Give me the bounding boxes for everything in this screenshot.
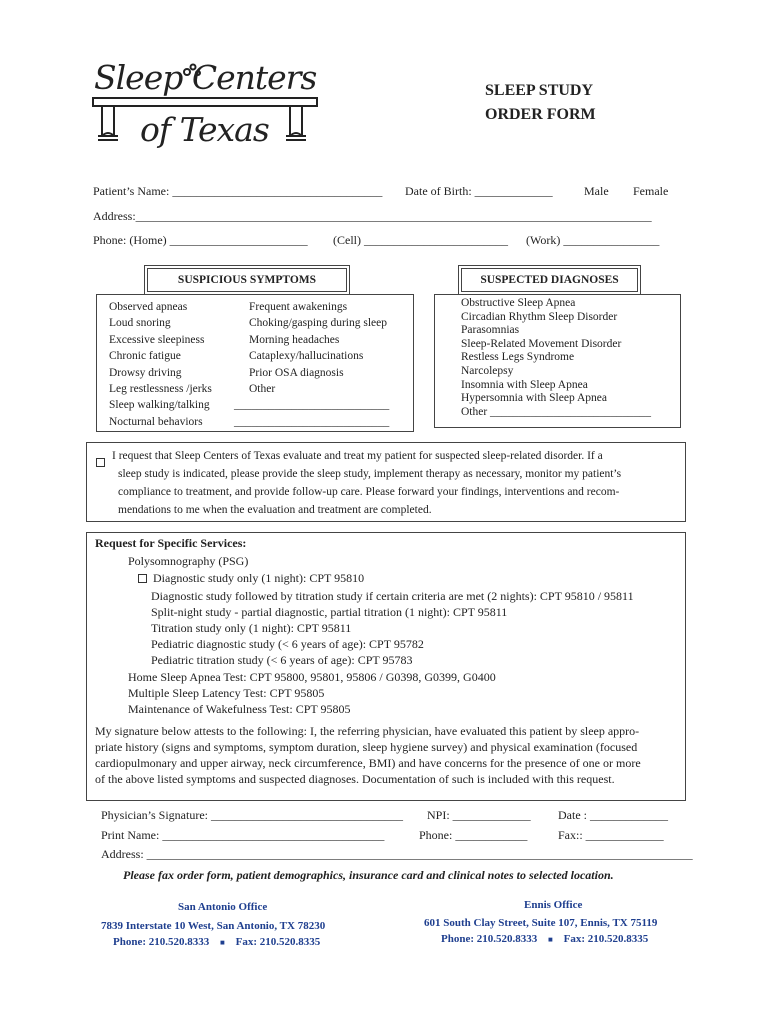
attestation-text <box>95 723 641 787</box>
diagnosis-item[interactable]: Sleep-Related Movement Disorder <box>461 337 622 350</box>
attest-line: of the above listed symptoms and suspected diagnoses. Documentation of such is included with this request. <box>95 772 615 787</box>
psg-label: Polysomnography (PSG) <box>128 554 249 568</box>
symptom-item[interactable]: Morning headaches <box>249 333 340 346</box>
san-antonio-contact <box>113 936 320 948</box>
ennis-phone: Phone: 210.520.8333 <box>441 933 538 945</box>
attest-line: priate history (signs and symptoms, symptom duration, sleep hygiene survey) and physical examination (focused <box>95 740 638 755</box>
symptoms-col1 <box>109 299 212 430</box>
form-title-line2: ORDER FORM <box>485 106 596 123</box>
psg-suboption[interactable]: Titration study only (1 night): CPT 95811 <box>151 621 352 636</box>
symptom-item[interactable]: Cataplexy/hallucinations <box>249 350 364 363</box>
service-option[interactable]: Home Sleep Apnea Test: CPT 95800, 95801, 95806 / G0398, G0399, G0400 <box>128 670 496 684</box>
symptom-item[interactable]: Prior OSA diagnosis <box>249 366 344 379</box>
symptom-item[interactable]: Leg restlessness /jerks <box>109 382 212 395</box>
female-option[interactable]: Female <box>633 184 669 198</box>
ennis-office-name: Ennis Office <box>524 899 583 911</box>
print-name-field[interactable]: Print Name: _____________________________________ <box>101 828 385 842</box>
phone-cell-field[interactable]: (Cell) ________________________ <box>333 233 508 247</box>
psg-suboption[interactable]: Diagnostic study followed by titration study if certain criteria are met (2 nights): CPT 95810 / 95811 <box>151 589 634 603</box>
diagnosis-item[interactable]: Obstructive Sleep Apnea <box>461 297 576 309</box>
npi-field[interactable]: NPI: _____________ <box>427 808 531 822</box>
san-antonio-address: 7839 Interstate 10 West, San Antonio, TX 78230 <box>101 920 326 932</box>
phone-home-field[interactable]: Phone: (Home) _______________________ <box>93 233 308 247</box>
form-title-line1: SLEEP STUDY <box>485 82 594 99</box>
symptom-item[interactable]: Choking/gasping during sleep <box>249 317 387 330</box>
ennis-address: 601 South Clay Street, Suite 107, Ennis, TX 75119 <box>424 917 658 929</box>
symptoms-header: SUSPICIOUS SYMPTOMS <box>147 268 347 292</box>
physician-fax-field[interactable]: Fax:: _____________ <box>558 828 664 842</box>
request-text <box>112 447 622 519</box>
san-antonio-phone: Phone: 210.520.8333 <box>113 936 210 948</box>
request-checkbox[interactable] <box>96 458 105 467</box>
service-option[interactable]: Maintenance of Wakefulness Test: CPT 95805 <box>128 702 351 717</box>
psg-suboptions <box>151 588 634 668</box>
request-line: I request that Sleep Centers of Texas evaluate and treat my patient for suspected sleep-related disorder. If a <box>112 450 603 462</box>
symptom-item[interactable]: Drowsy driving <box>109 366 182 379</box>
dob-field[interactable]: Date of Birth: _____________ <box>405 184 553 198</box>
symptom-item[interactable]: Chronic fatigue <box>109 350 181 363</box>
physician-phone-field[interactable]: Phone: ____________ <box>419 828 528 842</box>
symptom-item[interactable]: Nocturnal behaviors <box>109 415 203 428</box>
symptom-item[interactable]: Other <box>249 382 276 395</box>
fax-note: Please fax order form, patient demographics, insurance card and clinical notes to selected location. <box>123 868 614 882</box>
san-antonio-office-name: San Antonio Office <box>178 901 268 913</box>
symptom-item[interactable]: Excessive sleepiness <box>109 333 205 346</box>
diagnosis-item[interactable]: Insomnia with Sleep Apnea <box>461 378 588 391</box>
services-header: Request for Specific Services: <box>95 536 247 550</box>
service-option[interactable]: Multiple Sleep Latency Test: CPT 95805 <box>128 686 325 701</box>
request-line: mendations to me when the evaluation and treatment are completed. <box>118 504 432 516</box>
symptom-item[interactable]: Sleep walking/talking <box>109 399 210 412</box>
symptoms-col2 <box>234 299 390 430</box>
diagnoses-list <box>461 297 651 419</box>
request-line: compliance to treatment, and provide follow-up care. Please forward your findings, interventions and recom- <box>118 486 620 498</box>
phone-work-field[interactable]: (Work) ________________ <box>526 233 660 247</box>
diagnosis-item[interactable]: Other ____________________________ <box>461 405 652 418</box>
symptom-other-line[interactable]: ___________________________ <box>234 399 390 412</box>
diagnostic-checkbox[interactable] <box>138 574 147 583</box>
physician-signature-field[interactable]: Physician’s Signature: ________________________________ <box>101 808 403 822</box>
diagnosis-item[interactable]: Circadian Rhythm Sleep Disorder <box>461 310 618 323</box>
bullet-icon: ■ <box>548 934 553 944</box>
request-line: sleep study is indicated, please provide the sleep study, implement therapy as necessary, monitor my patient’s <box>118 468 622 480</box>
date-field[interactable]: Date : _____________ <box>558 808 668 822</box>
symptom-item[interactable]: Loud snoring <box>109 317 171 330</box>
ennis-fax: Fax: 210.520.8335 <box>563 933 649 945</box>
patient-name-field[interactable]: Patient’s Name: ___________________________________ <box>93 184 383 198</box>
logo-line1: Sleep Centers <box>94 58 317 97</box>
diagnosis-item[interactable]: Narcolepsy <box>461 364 514 377</box>
psg-suboption[interactable]: Pediatric titration study (< 6 years of age): CPT 95783 <box>151 653 413 668</box>
address-field[interactable]: Address:______________________________________________________________________________________ <box>93 209 652 223</box>
logo-line2: of Texas <box>140 110 269 149</box>
diagnosis-item[interactable]: Restless Legs Syndrome <box>461 351 575 364</box>
diagnoses-header: SUSPECTED DIAGNOSES <box>461 268 638 292</box>
ennis-contact <box>441 933 648 945</box>
male-option[interactable]: Male <box>584 184 609 198</box>
symptom-item[interactable]: Frequent awakenings <box>249 301 348 313</box>
attest-line: My signature below attests to the following: I, the referring physician, have evaluated this patient by sleep appro- <box>95 724 640 738</box>
symptom-other-line[interactable]: ___________________________ <box>234 415 390 428</box>
physician-address-field[interactable]: Address: ___________________________________________________________________________________________ <box>101 847 693 861</box>
psg-suboption[interactable]: Split-night study - partial diagnostic, partial titration (1 night): CPT 95811 <box>151 605 508 620</box>
san-antonio-fax: Fax: 210.520.8335 <box>235 936 321 948</box>
diagnosis-item[interactable]: Hypersomnia with Sleep Apnea <box>461 392 607 405</box>
psg-suboption[interactable]: Pediatric diagnostic study (< 6 years of age): CPT 95782 <box>151 637 424 652</box>
diagnosis-item[interactable]: Parasomnias <box>461 324 520 337</box>
diagnostic-option[interactable]: Diagnostic study only (1 night): CPT 95810 <box>138 571 364 586</box>
bullet-icon: ■ <box>220 937 225 947</box>
other-services <box>128 669 496 717</box>
logo <box>90 58 325 158</box>
attest-line: cardiopulmonary and upper airway, neck circumference, BMI) and have concerns for the presence of one or more <box>95 756 641 771</box>
symptom-item[interactable]: Observed apneas <box>109 301 188 313</box>
